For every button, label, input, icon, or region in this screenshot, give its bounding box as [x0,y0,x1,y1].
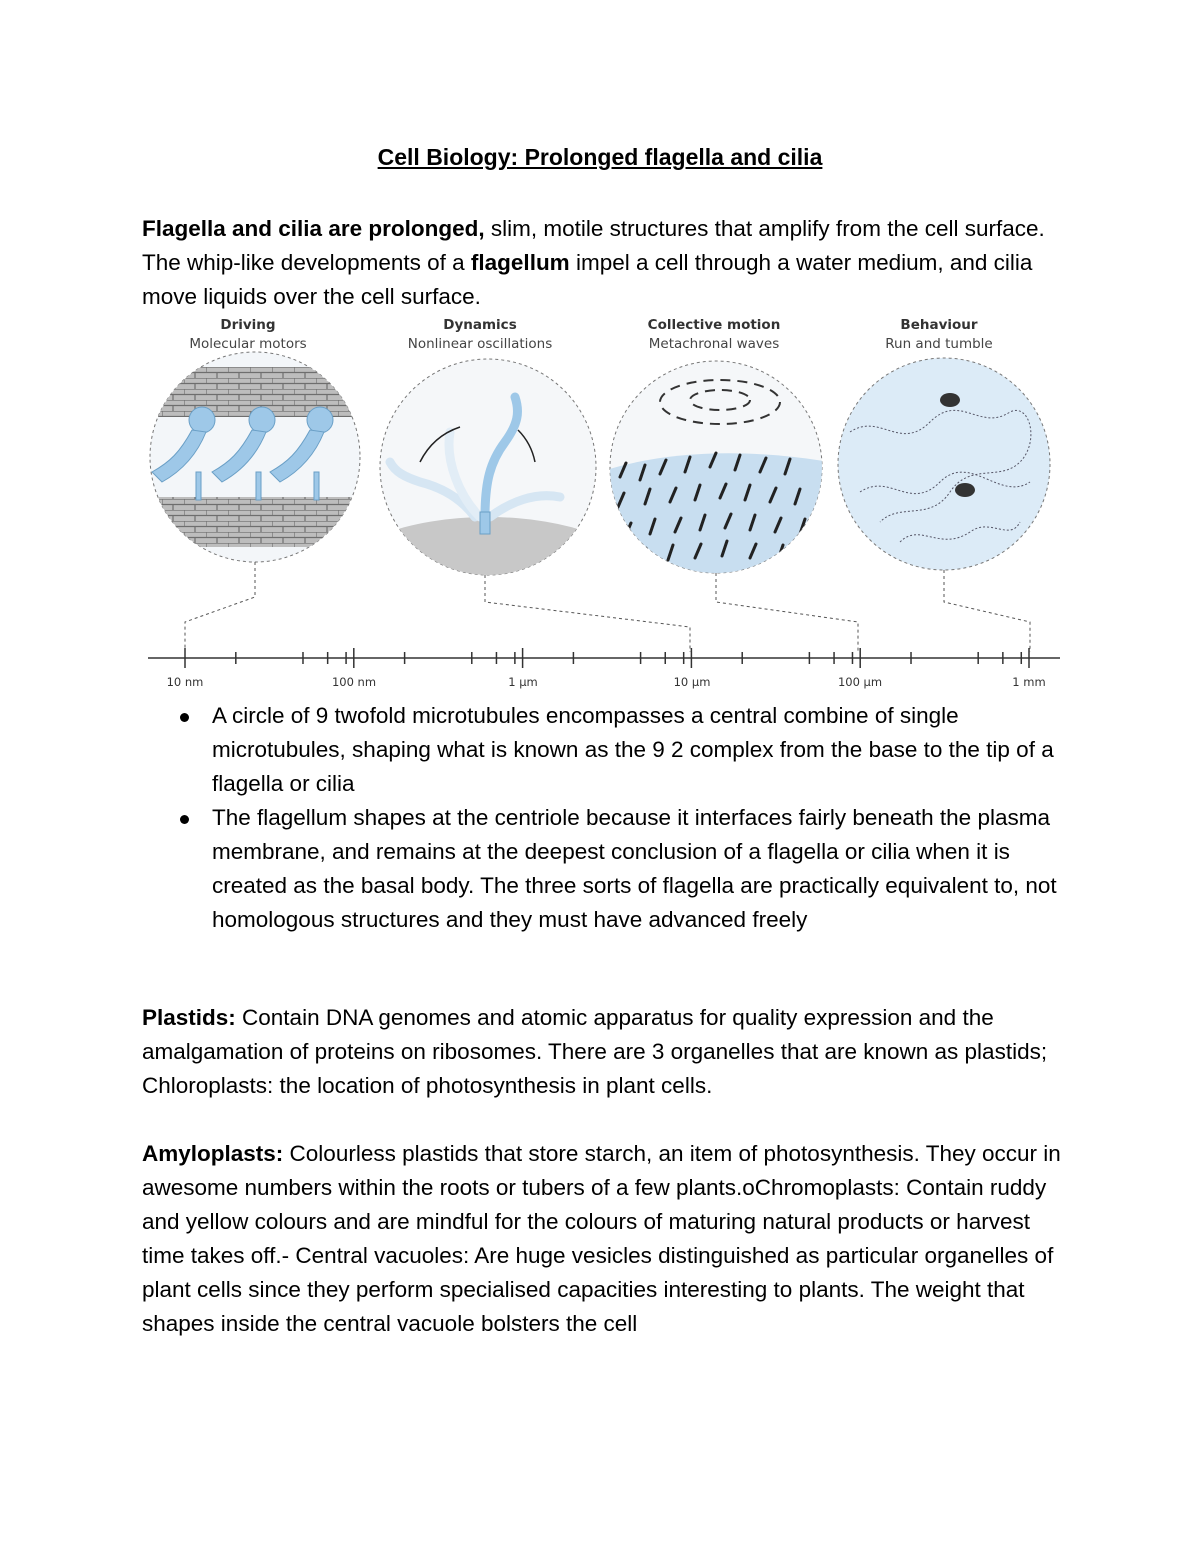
list-item [142,699,1072,801]
scale-label-100nm: 100 nm [331,675,377,689]
page-title: Cell Biology: Prolonged flagella and cilia [377,144,823,170]
panel-2-heading: Dynamics [443,317,517,333]
panel-3-heading: Collective motion [647,317,781,333]
bullet-list [142,699,1072,937]
scale-label-100um: 100 μm [837,675,883,689]
panel-1-heading: Driving [220,317,276,333]
amyloplasts-label: Amyloplasts: [142,1141,284,1166]
scale-label-1um: 1 μm [508,675,538,689]
flagella-figure [140,312,1065,697]
intro-paragraph [142,212,1062,314]
amyloplasts-text: Colourless plastids that store starch, an item of photosynthesis. They occur in awesome numbers within the roots or tubers of a few plants.oChromoplasts: Contain ruddy and yellow colours and are mindful for the colours of maturing natural products or harvest time takes off.- Central vacuoles: Are huge vesicles distinguished as particular organelles of plant cells since they perform specialised capacities interesting to plants. The weight that shapes inside the central vacuole bolsters the cell [142,1141,1061,1336]
bullet-text-1: A circle of 9 twofold microtubules encompasses a central combine of single microtubules, shaping what is known as the 9 2 complex from the base to the tip of a flagella or cilia [212,703,1054,796]
scale-labels [167,675,1046,689]
intro-bold-lead: Flagella and cilia are prolonged, [142,216,485,241]
cilia-carpet-illustration [600,361,830,582]
scale-label-10nm: 10 nm [166,675,204,689]
panel-3-subheading: Metachronal waves [648,336,780,352]
scale-label-10um: 10 μm [673,675,711,689]
panel-4-heading: Behaviour [900,317,978,333]
plastids-label: Plastids: [142,1005,236,1030]
panel-2-subheading: Nonlinear oscillations [407,336,553,352]
molecular-motors-illustration [140,352,380,562]
intro-bold-flagellum: flagellum [470,250,570,275]
flagellum-beat-illustration [338,359,638,637]
panel-4-subheading: Run and tumble [885,336,993,352]
scale-label-1mm: 1 mm [1012,675,1046,689]
plastids-text: Contain DNA genomes and atomic apparatus for quality expression and the amalgamation of proteins on ribosomes. There are 3 organelles that are known as plastids; Chloroplasts: the location of photosynthesis in plant cells. [142,1005,1048,1098]
bullet-icon [180,815,189,824]
intro-text-2: impel a cell through a water medium, and cilia move liquids over the cell surface. [142,250,1033,309]
bullet-icon [180,713,189,722]
bullet-text-2: The flagellum shapes at the centriole because it interfaces fairly beneath the plasma membrane, and remains at the deepest conclusion of a flagella or cilia when it is created as the basal body. The three sorts of flagella are practically equivalent to, not homologous structures and they must have advanced freely [212,805,1057,932]
plastids-paragraph [142,1001,1062,1103]
swimming-trajectory-illustration [838,358,1050,570]
list-item [142,801,1072,937]
intro-text-1: slim, motile structures that amplify from the cell surface. The whip-like developments of a [142,216,1045,275]
amyloplasts-paragraph [142,1137,1062,1341]
length-scale-axis [148,648,1060,668]
panel-1-subheading: Molecular motors [189,336,307,352]
scale-connectors [185,562,1030,652]
